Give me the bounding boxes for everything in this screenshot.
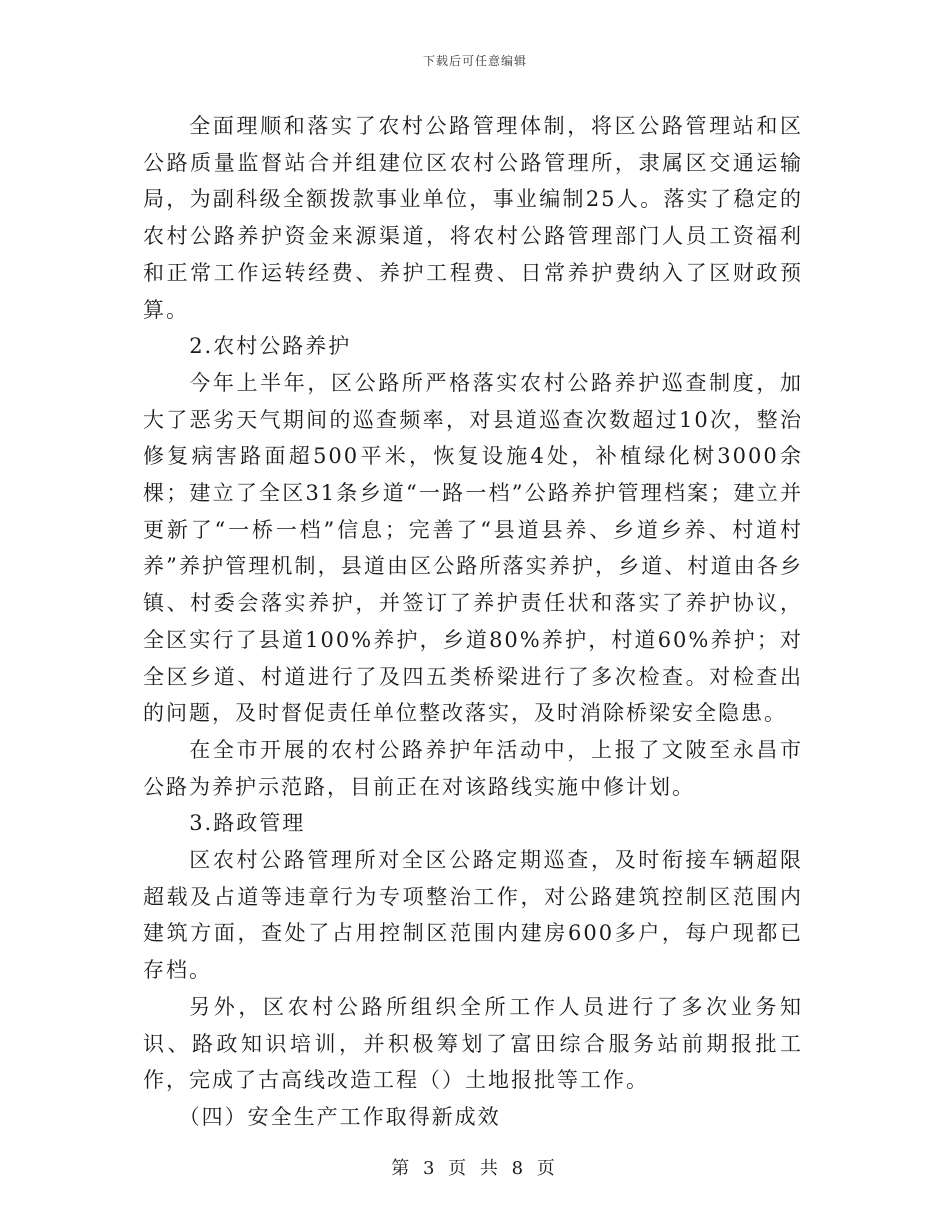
paragraph-management-system: 全面理顺和落实了农村公路管理体制，将区公路管理站和区公路质量监督站合并组建位区农村公路管理所，隶属区交通运输局，为副科级全额拨款事业单位，事业编制25人。落实了稳定的农村公路养护资金来源渠道，将农村公路管理部门人员工资福利和正常工作运转经费、养护工程费、日常养护费纳入了区财政预算。 bbox=[143, 114, 803, 322]
paragraph-training: 另外，区农村公路所组织全所工作人员进行了多次业务知识、路政知识培训，并积极筹划了富田综合服务站前期报批工作，完成了古高线改造工程（）土地报批等工作。 bbox=[143, 994, 803, 1093]
section-heading-road-administration: 3.路政管理 bbox=[189, 811, 306, 836]
paragraph-demonstration-road: 在全市开展的农村公路养护年活动中，上报了文陂至永昌市公路为养护示范路，目前正在对该路线实施中修计划。 bbox=[143, 737, 803, 799]
document-body bbox=[143, 108, 803, 1136]
page-number-footer: 第 3 页 共 8 页 bbox=[391, 1158, 559, 1179]
paragraph-road-inspection: 区农村公路管理所对全区公路定期巡查，及时衔接车辆超限超载及占道等违章行为专项整治工作，对公路建筑控制区范围内建筑方面，查处了占用控制区范围内建房600多户，每户现都已存档。 bbox=[143, 848, 803, 983]
section-heading-road-maintenance: 2.农村公路养护 bbox=[189, 334, 352, 359]
section-heading-safety-production: （四）安全生产工作取得新成效 bbox=[178, 1104, 501, 1129]
paragraph-maintenance-details: 今年上半年，区公路所严格落实农村公路养护巡查制度，加大了恶劣天气期间的巡查频率，对县道巡查次数超过10次，整治修复病害路面超500平米，恢复设施4处，补植绿化树3000余棵；建立了全区31条乡道“一路一档”公路养护管理档案；建立并更新了“一桥一档”信息；完善了“县道县养、乡道乡养、村道村养”养护管理机制，县道由区公路所落实养护，乡道、村道由各乡镇、村委会落实养护，并签订了养护责任状和落实了养护协议，全区实行了县道100%养护，乡道80%养护，村道60%养护；对全区乡道、村道进行了及四五类桥梁进行了多次检查。对检查出的问题，及时督促责任单位整改落实，及时消除桥梁安全隐患。 bbox=[143, 370, 803, 726]
page-header-note: 下载后可任意编辑 bbox=[422, 54, 527, 68]
